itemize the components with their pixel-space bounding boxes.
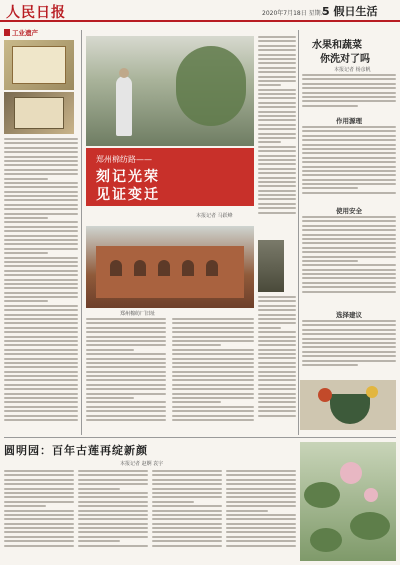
issue-date: 2020年7月18日 星期六 xyxy=(262,10,327,17)
side-text-4 xyxy=(302,320,396,378)
bottom-text-column-1 xyxy=(4,470,74,561)
photo-caption: 郑州棉纺厂旧址 xyxy=(120,311,156,317)
masthead xyxy=(0,0,400,22)
section-label-text: 工业遗产 xyxy=(12,29,38,37)
headline-line-1: 刻记光荣 xyxy=(96,169,160,185)
side-text-3 xyxy=(302,216,396,308)
section-label xyxy=(4,28,38,37)
certificate-photo xyxy=(4,40,74,90)
side-subhead-3: 选择建议 xyxy=(336,311,362,319)
bottom-headline: 圆明园：百年古莲再绽新颜 xyxy=(4,444,148,457)
certificate-photo-2 xyxy=(4,92,74,134)
side-subhead-2: 使用安全 xyxy=(336,207,362,215)
side-headline-line-1: 水果和蔬菜 xyxy=(312,40,362,51)
main-text-column-4 xyxy=(258,296,296,436)
factory-building-photo xyxy=(86,226,254,308)
bottom-text-column-2 xyxy=(78,470,148,561)
lotus-pond-photo xyxy=(300,442,396,561)
section-divider xyxy=(4,437,396,438)
column-divider xyxy=(81,30,82,435)
section-marker-icon xyxy=(4,29,10,36)
side-text-1 xyxy=(302,74,396,114)
side-portrait-photo xyxy=(258,240,284,292)
column-divider-right xyxy=(298,30,299,435)
street-photo xyxy=(86,36,254,146)
bottom-text-column-4 xyxy=(226,470,296,561)
side-headline-line-2: 你洗对了吗 xyxy=(320,54,370,65)
fruit-bowl-photo xyxy=(300,380,396,430)
side-text-2 xyxy=(302,126,396,204)
main-text-column-3 xyxy=(258,36,296,236)
headline-line-2: 见证变迁 xyxy=(96,187,160,203)
main-text-column-1 xyxy=(86,318,166,436)
main-byline: 本报记者 马跃峰 xyxy=(196,213,233,219)
headline-kicker: 郑州棉纺路—— xyxy=(96,155,152,164)
bottom-text-column-3 xyxy=(152,470,222,561)
page-section-title: 5 假日生活 xyxy=(322,5,378,18)
main-text-column-2 xyxy=(172,318,254,436)
side-subhead-1: 作用源理 xyxy=(336,117,362,125)
side-byline: 本报记者 杨彦帆 xyxy=(334,67,371,73)
bottom-byline: 本报记者 赵婀 袁宇 xyxy=(120,461,164,467)
newspaper-logo: 人民日报 xyxy=(6,5,66,21)
left-column-text xyxy=(4,138,78,438)
